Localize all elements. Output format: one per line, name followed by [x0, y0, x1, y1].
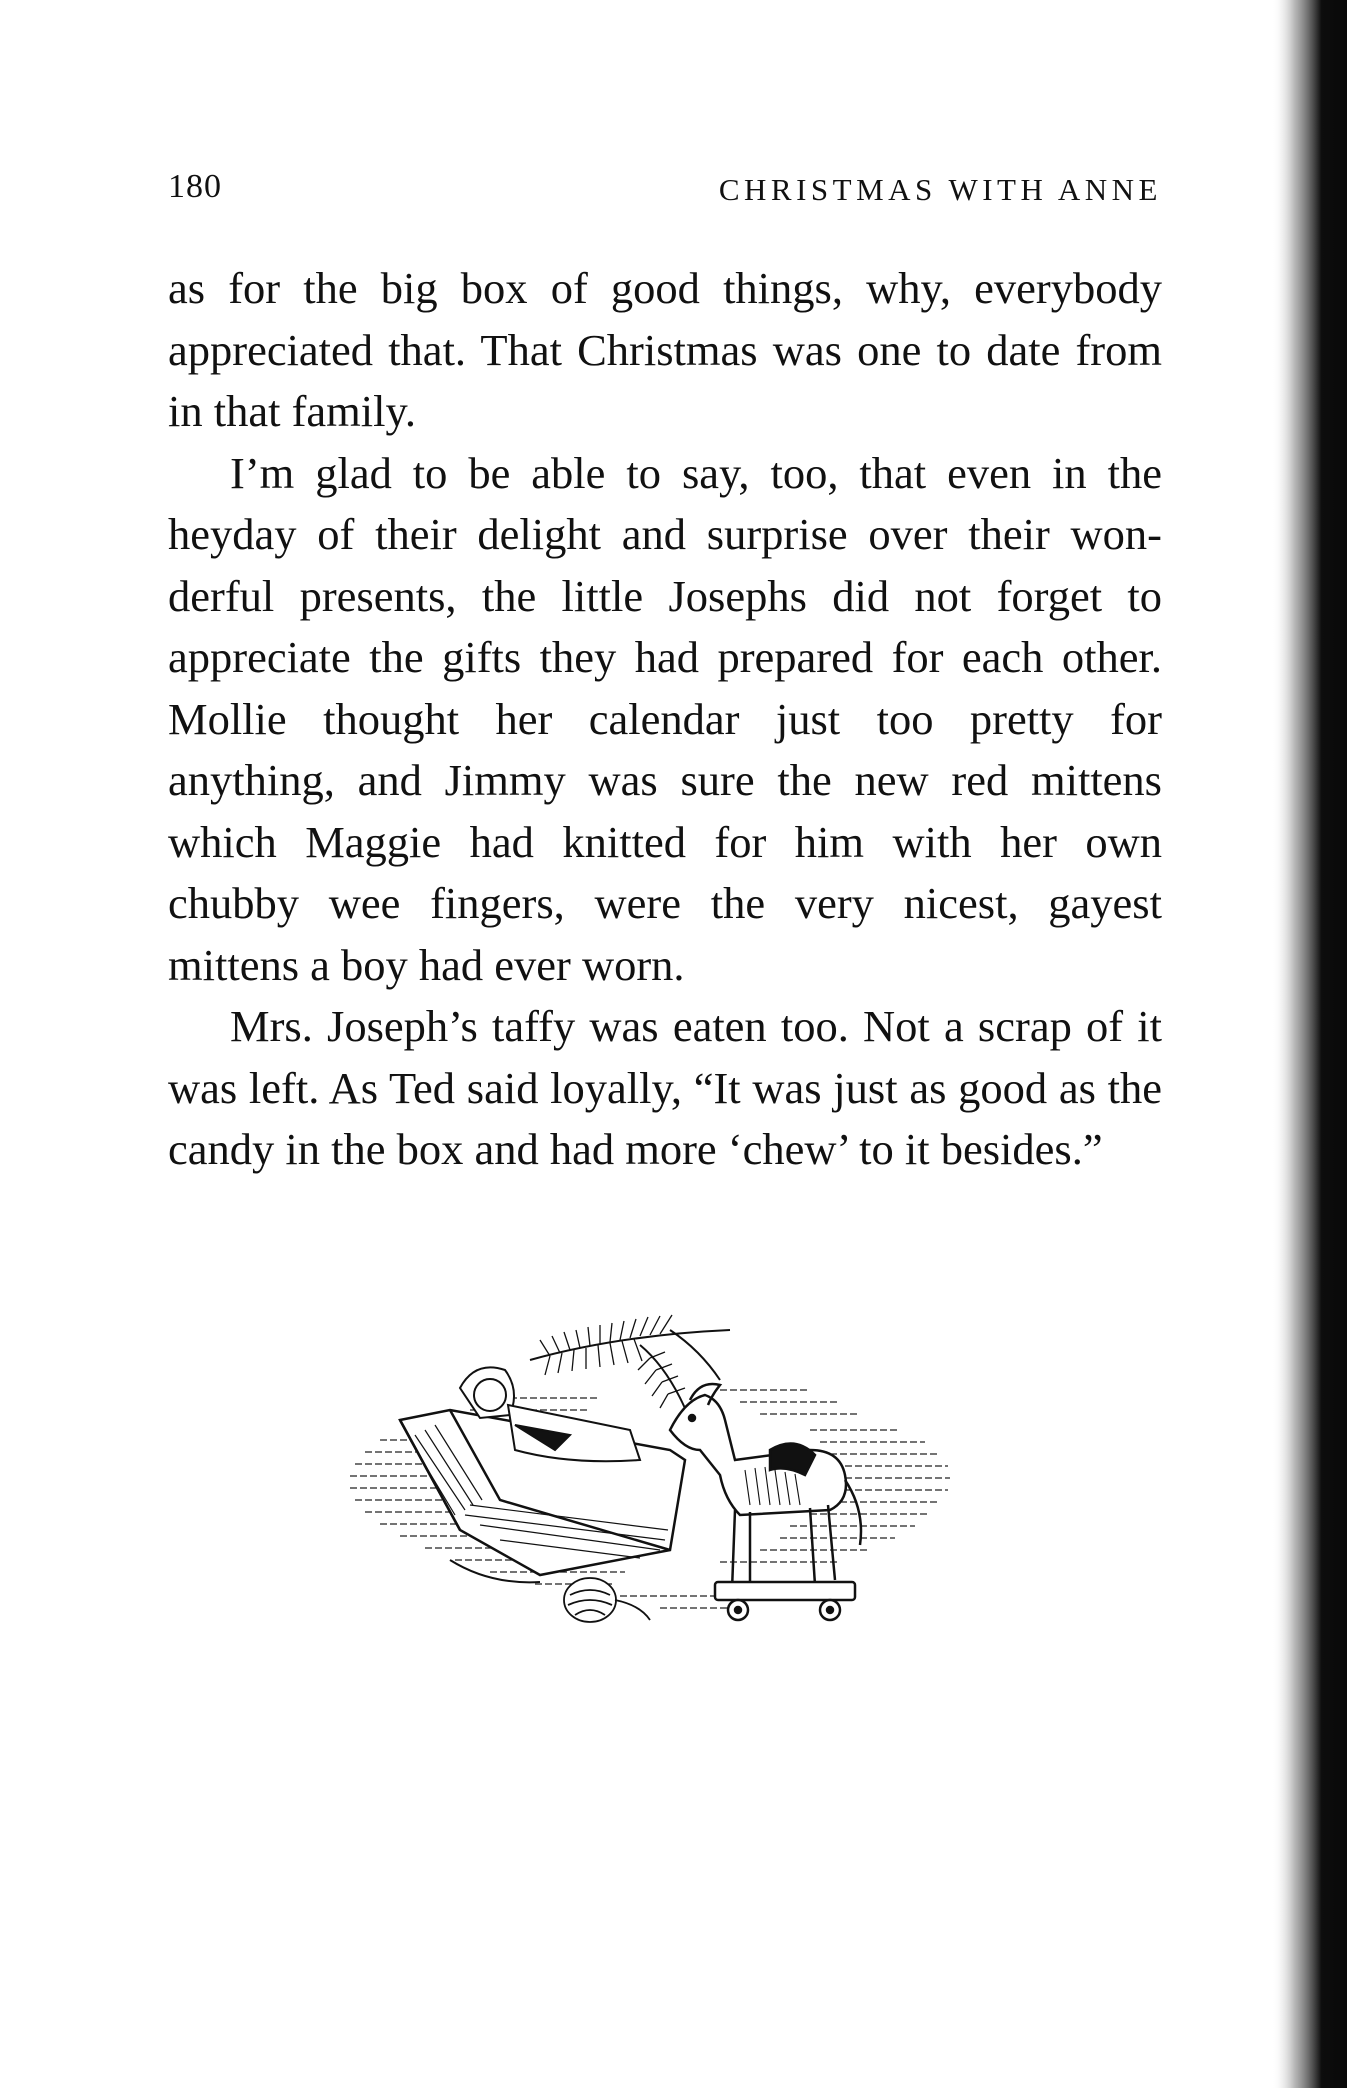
running-head [168, 168, 1162, 218]
body-text [168, 258, 1162, 1181]
page-number: 180 [168, 168, 222, 205]
scan-edge-shadow [1272, 0, 1362, 2088]
paragraph-3: Mrs. Joseph’s taffy was eaten too. Not a scrap of it was left. As Ted said loyally, “It was just as good as the candy in the box and had more ‘chew’ to it besides.” [168, 1001, 1162, 1174]
cradle-and-toy-horse-illustration [340, 1300, 960, 1670]
running-title: CHRISTMAS WITH ANNE [718, 172, 1162, 207]
paragraph-2: I’m glad to be able to say, too, that even in the heyday of their delight and surprise over their wonderful presents, the little Josephs did not forget to appreciate the gifts they had prepared for each other. Mollie thought her calendar just too pretty for anything, and Jimmy was sure the new red mittens which Maggie had knitted for him with her own chubby wee fingers, were the very nicest, gayest mittens a boy had ever worn. [168, 447, 1162, 990]
toy-horse [670, 1384, 861, 1620]
paragraph-1: as for the big box of good things, why, everybody appreciated that. That Christmas was one to date from in that family. [168, 263, 1162, 436]
pine-cone [564, 1578, 650, 1622]
